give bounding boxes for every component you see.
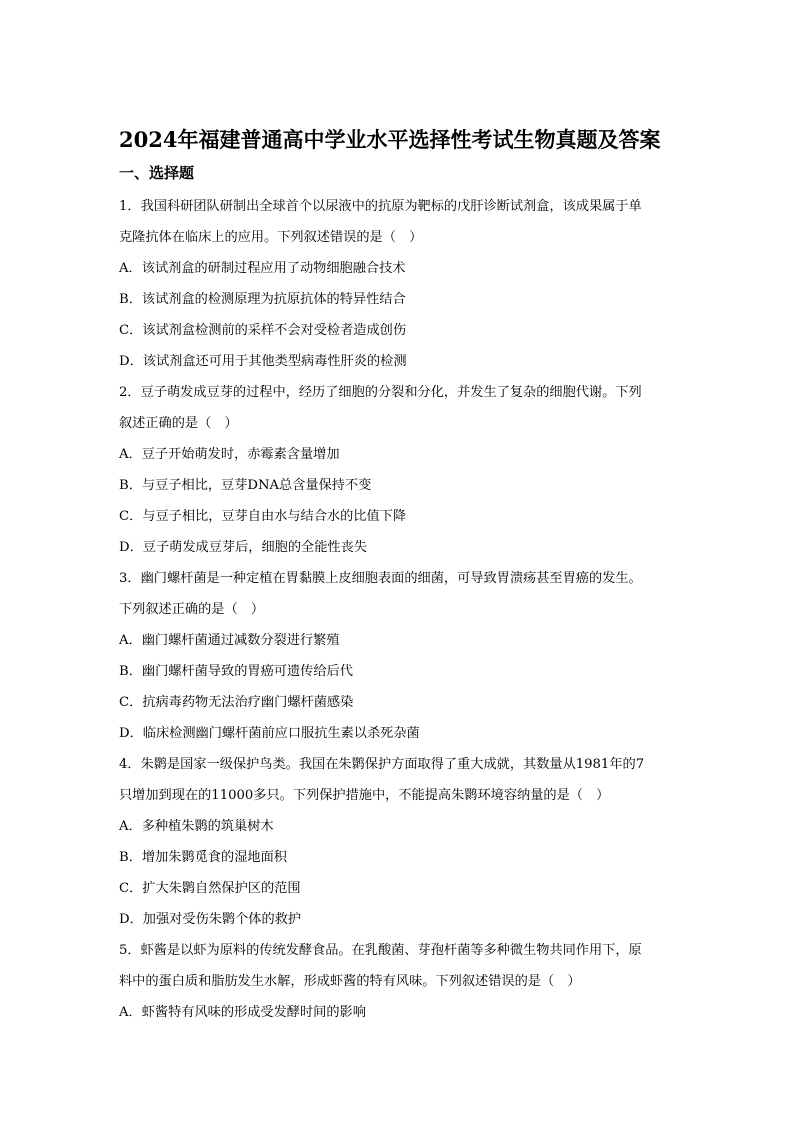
question-2-option-a: A．豆子开始萌发时，赤霉素含量增加 <box>119 447 340 462</box>
question-1-option-c: C．该试剂盒检测前的采样不会对受检者造成创伤 <box>119 323 407 338</box>
question-5-stem-line-2: 料中的蛋白质和脂肪发生水解，形成虾酱的特有风味。下列叙述错误的是（ ） <box>119 974 581 989</box>
question-1-option-a: A．该试剂盒的研制过程应用了动物细胞融合技术 <box>119 261 406 276</box>
question-4-option-a: A．多种植朱鹮的筑巢树木 <box>119 819 274 834</box>
question-3-option-d: D．临床检测幽门螺杆菌前应口服抗生素以杀死杂菌 <box>119 726 420 741</box>
question-2-stem-line-2: 叙述正确的是（ ） <box>119 416 238 431</box>
document-title: 2024年福建普通高中学业水平选择性考试生物真题及答案 <box>119 127 661 152</box>
question-2-option-d: D．豆子萌发成豆芽后，细胞的全能性丧失 <box>119 540 367 555</box>
question-3-option-b: B．幽门螺杆菌导致的胃癌可遗传给后代 <box>119 664 353 679</box>
question-2-option-b: B．与豆子相比，豆芽DNA总含量保持不变 <box>119 478 372 493</box>
question-1-option-b: B．该试剂盒的检测原理为抗原抗体的特异性结合 <box>119 292 406 307</box>
question-5-stem-line-1: 5．虾酱是以虾为原料的传统发酵食品。在乳酸菌、芽孢杆菌等多种微生物共同作用下，原 <box>119 943 642 958</box>
question-4-stem-line-1: 4．朱鹮是国家一级保护鸟类。我国在朱鹮保护方面取得了重大成就，其数量从1981年的7 <box>119 757 645 772</box>
question-1-stem-line-1: 1．我国科研团队研制出全球首个以尿液中的抗原为靶标的戊肝诊断试剂盒，该成果属于单 <box>119 199 642 214</box>
question-5-option-a: A．虾酱特有风味的形成受发酵时间的影响 <box>119 1005 366 1020</box>
question-4-stem-line-2: 只增加到现在的11000多只。下列保护措施中，不能提高朱鹮环境容纳量的是（ ） <box>119 788 610 803</box>
question-3-stem-line-1: 3．幽门螺杆菌是一种定植在胃黏膜上皮细胞表面的细菌，可导致胃溃疡甚至胃癌的发生。 <box>119 571 642 586</box>
question-3-stem-line-2: 下列叙述正确的是（ ） <box>119 602 265 617</box>
question-4-option-b: B．增加朱鹮觅食的湿地面积 <box>119 850 287 865</box>
question-3-option-c: C．抗病毒药物无法治疗幽门螺杆菌感染 <box>119 695 354 710</box>
question-3-option-a: A．幽门螺杆菌通过减数分裂进行繁殖 <box>119 633 340 648</box>
question-2-stem-line-1: 2．豆子萌发成豆芽的过程中，经历了细胞的分裂和分化，并发生了复杂的细胞代谢。下列 <box>119 385 642 400</box>
question-4-option-d: D．加强对受伤朱鹮个体的救护 <box>119 912 302 927</box>
question-1-option-d: D．该试剂盒还可用于其他类型病毒性肝炎的检测 <box>119 354 407 369</box>
section-heading: 一、选择题 <box>119 164 195 182</box>
question-2-option-c: C．与豆子相比，豆芽自由水与结合水的比值下降 <box>119 509 407 524</box>
question-1-stem-line-2: 克隆抗体在临床上的应用。下列叙述错误的是（ ） <box>119 230 423 245</box>
question-4-option-c: C．扩大朱鹮自然保护区的范围 <box>119 881 301 896</box>
